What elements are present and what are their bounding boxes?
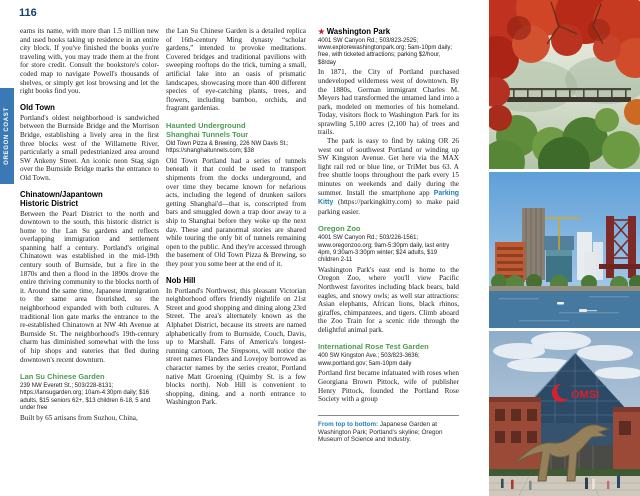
paragraph-washington-park-1: In 1871, the City of Portland purchased undeveloped wilderness west of downtown. By the 1880s, German immigrant Charles M. Meyers had transformed the untamed land into a park, modeled on memories of his homeland. Today, visitors flock to Washington Park for its sprawling 5,100 acres (2,100 ha) of trees and trails. bbox=[318, 68, 459, 137]
text-column-3 bbox=[318, 27, 459, 444]
paragraph-text: The park is easy to find by taking OR 26 west out of southwest Portland or winding up SW Kingston Avenue. Get here via the MAX light rail red or blue line, or TriMet bus 63. A free shuttle loops throughout the park every 15 minutes on weekends and daily during the summer. Install the smartphone app bbox=[318, 137, 459, 197]
listing-shanghai-tunnels-tour bbox=[166, 121, 306, 139]
paragraph-nob-hill bbox=[166, 287, 306, 407]
listing-oregon-zoo: Oregon Zoo bbox=[318, 224, 361, 234]
text-column-1 bbox=[20, 27, 159, 422]
caption-text: Japanese Garden at Washington Park; Portland's skyline; Oregon Museum of Science and Industry. bbox=[318, 420, 443, 444]
paragraph-text: In Portland's Northwest, this pleasant Victorian neighborhood offers friendly nightlife on 21st Street and good shopping and dining along 23rd Street. The area's alternately known as the Alphabet District, because its streets are named alphabetically from to Burnside, Couch, Davis, up to Marshall. Fans of America's longest-running cartoon, bbox=[166, 286, 306, 355]
heading-line: Haunted Underground bbox=[166, 120, 246, 130]
heading-line: Historic District bbox=[20, 198, 79, 208]
photo-japanese-garden bbox=[489, 0, 640, 169]
paragraph-washington-park-2 bbox=[318, 137, 459, 216]
listing-details-oregon-zoo: 4001 SW Canyon Rd.; 503/226-1561; www.oregonzoo.org; 9am-5:30pm daily, last entry 4pm, 9:30am-3:30pm winter; $24 adults, $19 children 2-11 bbox=[318, 235, 450, 264]
paragraph-oregon-zoo: Washington Park's east end is home to the Oregon Zoo, where you'll view Pacific Northwest favorites including black bears, bald eagles, and snowy owls; as well star attractions: Asian elephants, African lions, black rhinos, giraffes, chimpanzees, and tigers. Climb aboard the Zoo Train for a scenic ride through the delightful animal park. bbox=[318, 265, 459, 334]
hedge bbox=[489, 469, 640, 476]
paragraph-text: will notice the street names Flanders and Lovejoy borrowed as character names by the series creator, Portland native Matt Groening (Quimby St. is a few blocks north). Nob Hill is convenient to shopping, dining, and a north entrance to Washington Park. bbox=[166, 346, 306, 407]
heading-line: Chinatown/Japantown bbox=[20, 189, 103, 199]
side-tab-label: OREGON COAST bbox=[4, 107, 10, 165]
parking-kitty-app-name: Parking Kitty bbox=[318, 189, 459, 207]
heading-washington-park bbox=[318, 27, 459, 36]
listing-details-rose-garden: 400 SW Kingston Ave.; 503/823-3636; www.portland.gov; 5am-10pm daily bbox=[318, 353, 420, 367]
caption-label: From top to bottom: bbox=[318, 420, 379, 428]
photo-caption bbox=[318, 421, 459, 444]
svg-text:OMSI: OMSI bbox=[571, 389, 600, 401]
listing-lan-su-chinese-garden: Lan Su Chinese Garden bbox=[20, 372, 105, 382]
listing-details-washington-park: 4001 SW Canyon Rd.; 503/823-2525; www.explorewashingtonpark.org; 5am-10pm daily; free, with ticketed attractions; parking $2/hour, $8/day bbox=[318, 38, 453, 66]
text-column-2 bbox=[166, 27, 306, 407]
tall-tower bbox=[522, 208, 545, 280]
paragraph-lan-su-continued: the Lan Su Chinese Garden is a detailed replica of 16th-century Ming dynasty “scholar gardens,” intended to provoke meditations. Covered bridges and traditional pavilions with sweeping rooftops do the trick, turning a small, artificial lake into an oasis of prismatic landscapes, showcasing more than 400 different species of eye-catching plants, trees, and flowers, including bamboo, orchids, and fragrant gardenias. bbox=[166, 27, 306, 113]
heading-nob-hill: Nob Hill bbox=[166, 275, 196, 285]
italic-title-the-simpsons: The Simpsons, bbox=[217, 346, 260, 355]
caption-divider bbox=[318, 415, 459, 416]
paragraph-powells-continued: earns its name, with more than 1.5 million new and used books taking up residence in an entire city block. If you've finished the books you're traveling with, you may trade them at the front for store credit. Consult the bookstore's color-coded map to navigate Powell's thousands of shelves, or simply get lost browsing and let the right books find you. bbox=[20, 27, 159, 96]
paragraph-rose-garden: Portland first became infatuated with roses when Georgiana Brown Pittock, wife of publisher Henry Pittock, founded the Portland Rose Society with a group bbox=[318, 369, 459, 404]
heading-old-town: Old Town bbox=[20, 102, 55, 112]
listing-international-rose-test-garden: International Rose Test Garden bbox=[318, 342, 429, 352]
paragraph-chinatown: Between the Pearl District to the north and downtown to the south, this historic district is home to the Lan Su gardens and reflects overlapping immigration and settlement spanning half a century. Portland's original Chinatown was established in the mid-19th century south of Burnside, but a fire in the 1870s and then a flood in the 1890s drove the entire thriving community to the blocks north of it. Around the same time, Japanese immigration to the same area flourished, so the neighborhood expanded with both cultures. A traditional lion gate marks the entrance to the re-established Chinatown at NW 4th Avenue at Burnside St. The neighborhood's 19th-century charm has diminished somewhat with the loss of hip shops and eateries that fled during downtown's recent downturn. bbox=[20, 209, 159, 364]
photo-portland-skyline bbox=[489, 172, 640, 328]
side-tab-oregon-coast bbox=[0, 88, 14, 184]
photo-omsi-trex bbox=[489, 331, 640, 496]
listing-details-tunnels: Old Town Pizza & Brewing, 226 NW Davis St.; https://shanghaitunnels.com; $38 bbox=[166, 140, 289, 155]
brick-wing-right bbox=[613, 407, 640, 471]
paragraph-tunnels: Old Town Portland had a series of tunnels beneath it that could be used to transport shipments from the docks underground, and over time they became known for nefarious acts, including the legend of drunken sailors getting Shanghai'd—that is, conscripted from bars and smuggled down a trap door away to a ship to Shanghai before they woke up the next day. These and paranormal stories are shared while touring the only bit of tunnels remaining open to the public. And they're accessed through the basement of Old Town Pizza & Brewing, so they pour you some beer at the end of it. bbox=[166, 156, 306, 268]
page-number: 116 bbox=[19, 7, 37, 19]
photo-sidebar bbox=[489, 0, 640, 496]
heading-line: Shanghai Tunnels Tour bbox=[166, 129, 249, 139]
paragraph-lan-su: Built by 65 artisans from Suzhou, China, bbox=[20, 413, 138, 422]
star-icon: ★ bbox=[318, 27, 325, 36]
paragraph-text: (https://parkingkitty.com) to make paid parking easier. bbox=[318, 198, 459, 216]
heading-chinatown-japantown bbox=[20, 190, 159, 208]
heading-text: Washington Park bbox=[326, 27, 391, 36]
paragraph-old-town: Portland's oldest neighborhood is sandwiched between the Burnside Bridge and the Morrison Bridge, establishing a lively area in the first three blocks west of the Willamette River, particularly a small pedestrianized area around SW Ankeny Street. An iconic neon Stag sign over the Burnside Bridge marks the entrance to Old Town. bbox=[20, 113, 159, 182]
listing-details-lan-su: 239 NW Everett St.; 503/228-8131; https://lansugarden.org; 10am-4:30pm daily; $16 adults, $15 seniors 62+, $13 children 6-18, 5 and under free bbox=[20, 383, 151, 411]
